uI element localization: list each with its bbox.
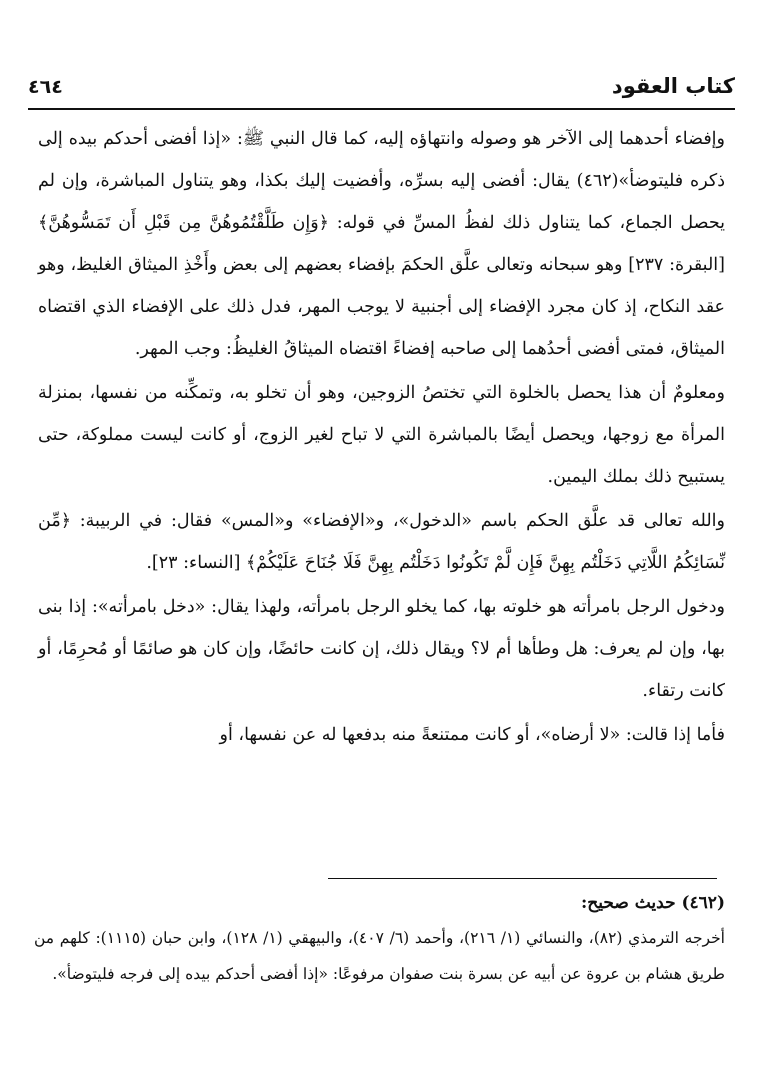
page-header (28, 72, 735, 108)
paragraph-5: فأما إذا قالت: «لا أرضاه»، أو كانت ممتنعةً منه بدفعها له عن نفسها، أو (219, 725, 725, 745)
footnote-title: (٤٦٢) حديث صحيح: (581, 893, 725, 913)
paragraph-2: ومعلومٌ أن هذا يحصل بالخلوة التي تختصُ الزوجين، وهو أن تخلو به، وتمكِّنه من نفسها، بمنزلة المرأة مع زوجها، ويحصل أيضًا بالمباشرة التي لا تباح لغير الزوج، أو كانت ليست مملوكة، حتى يستبيح ذلك بملك اليمين. (38, 383, 725, 487)
paragraph-1: وإفضاء أحدهما إلى الآخر هو وصوله وانتهاؤه إليه، كما قال النبي ﷺ: «إذا أفضى أحدكم بيده إلى ذكره فليتوضأ»(٤٦٢) يقال: أفضى إليه بسرِّه، وأفضيت إليك بكذا، وهو يتناول المباشرة، وإن لم يحصل الجماع، كما يتناول ذلك لفظُ المسِّ في قوله: ﴿وَإِن طَلَّقْتُمُوهُنَّ مِن قَبْلِ أَن تَمَسُّوهُنَّ﴾ [البقرة: ٢٣٧] وهو سبحانه وتعالى علَّق الحكمَ بإفضاء بعضهم إلى بعض وأَخْذِ الميثاق الغليظ، وهو عقد النكاح، إذ كان مجرد الإفضاء إلى أجنبية لا يوجب المهر، فدل ذلك على الإفضاء الذي اقتضاه الميثاق، فمتى أفضى أحدُهما إلى صاحبه إفضاءً اقتضاه الميثاقُ الغليظُ: وجب المهر. (38, 129, 725, 359)
footnote-text: أخرجه الترمذي (٨٢)، والنسائي (١/ ٢١٦)، وأحمد (٦/ ٤٠٧)، والبيهقي (١/ ١٢٨)، وابن حبان (١١١٥): كلهم من طريق هشام بن عروة عن أبيه عن بسرة بنت صفوان مرفوعًا: «إذا أفضى أحدكم بيده إلى فرجه فليتوضأ». (34, 929, 725, 983)
main-text (38, 118, 725, 756)
footnote-divider (328, 878, 717, 879)
footnotes (34, 886, 725, 992)
running-title: كتاب العقود (611, 74, 735, 98)
paragraph-4: ودخول الرجل بامرأته هو خلوته بها، كما يخلو الرجل بامرأته، ولهذا يقال: «دخل بامرأته»: إذا بنى بها، وإن لم يعرف: هل وطأها أم لا؟ ويقال ذلك، إن كانت حائضًا، وإن كان هو صائمًا أو مُحرِمًا، أو كانت رتقاء. (38, 597, 725, 701)
page-number: ٤٦٤ (28, 76, 63, 98)
header-divider (28, 108, 735, 110)
paragraph-3: والله تعالى قد علَّق الحكم باسم «الدخول»، و«الإفضاء» و«المس» فقال: في الربيبة: ﴿مِّن نِّسَائِكُمُ اللَّاتِي دَخَلْتُم بِهِنَّ فَإِن لَّمْ تَكُونُوا دَخَلْتُم بِهِنَّ فَلَا جُنَاحَ عَلَيْكُمْ﴾ [النساء: ٢٣]. (38, 511, 725, 573)
